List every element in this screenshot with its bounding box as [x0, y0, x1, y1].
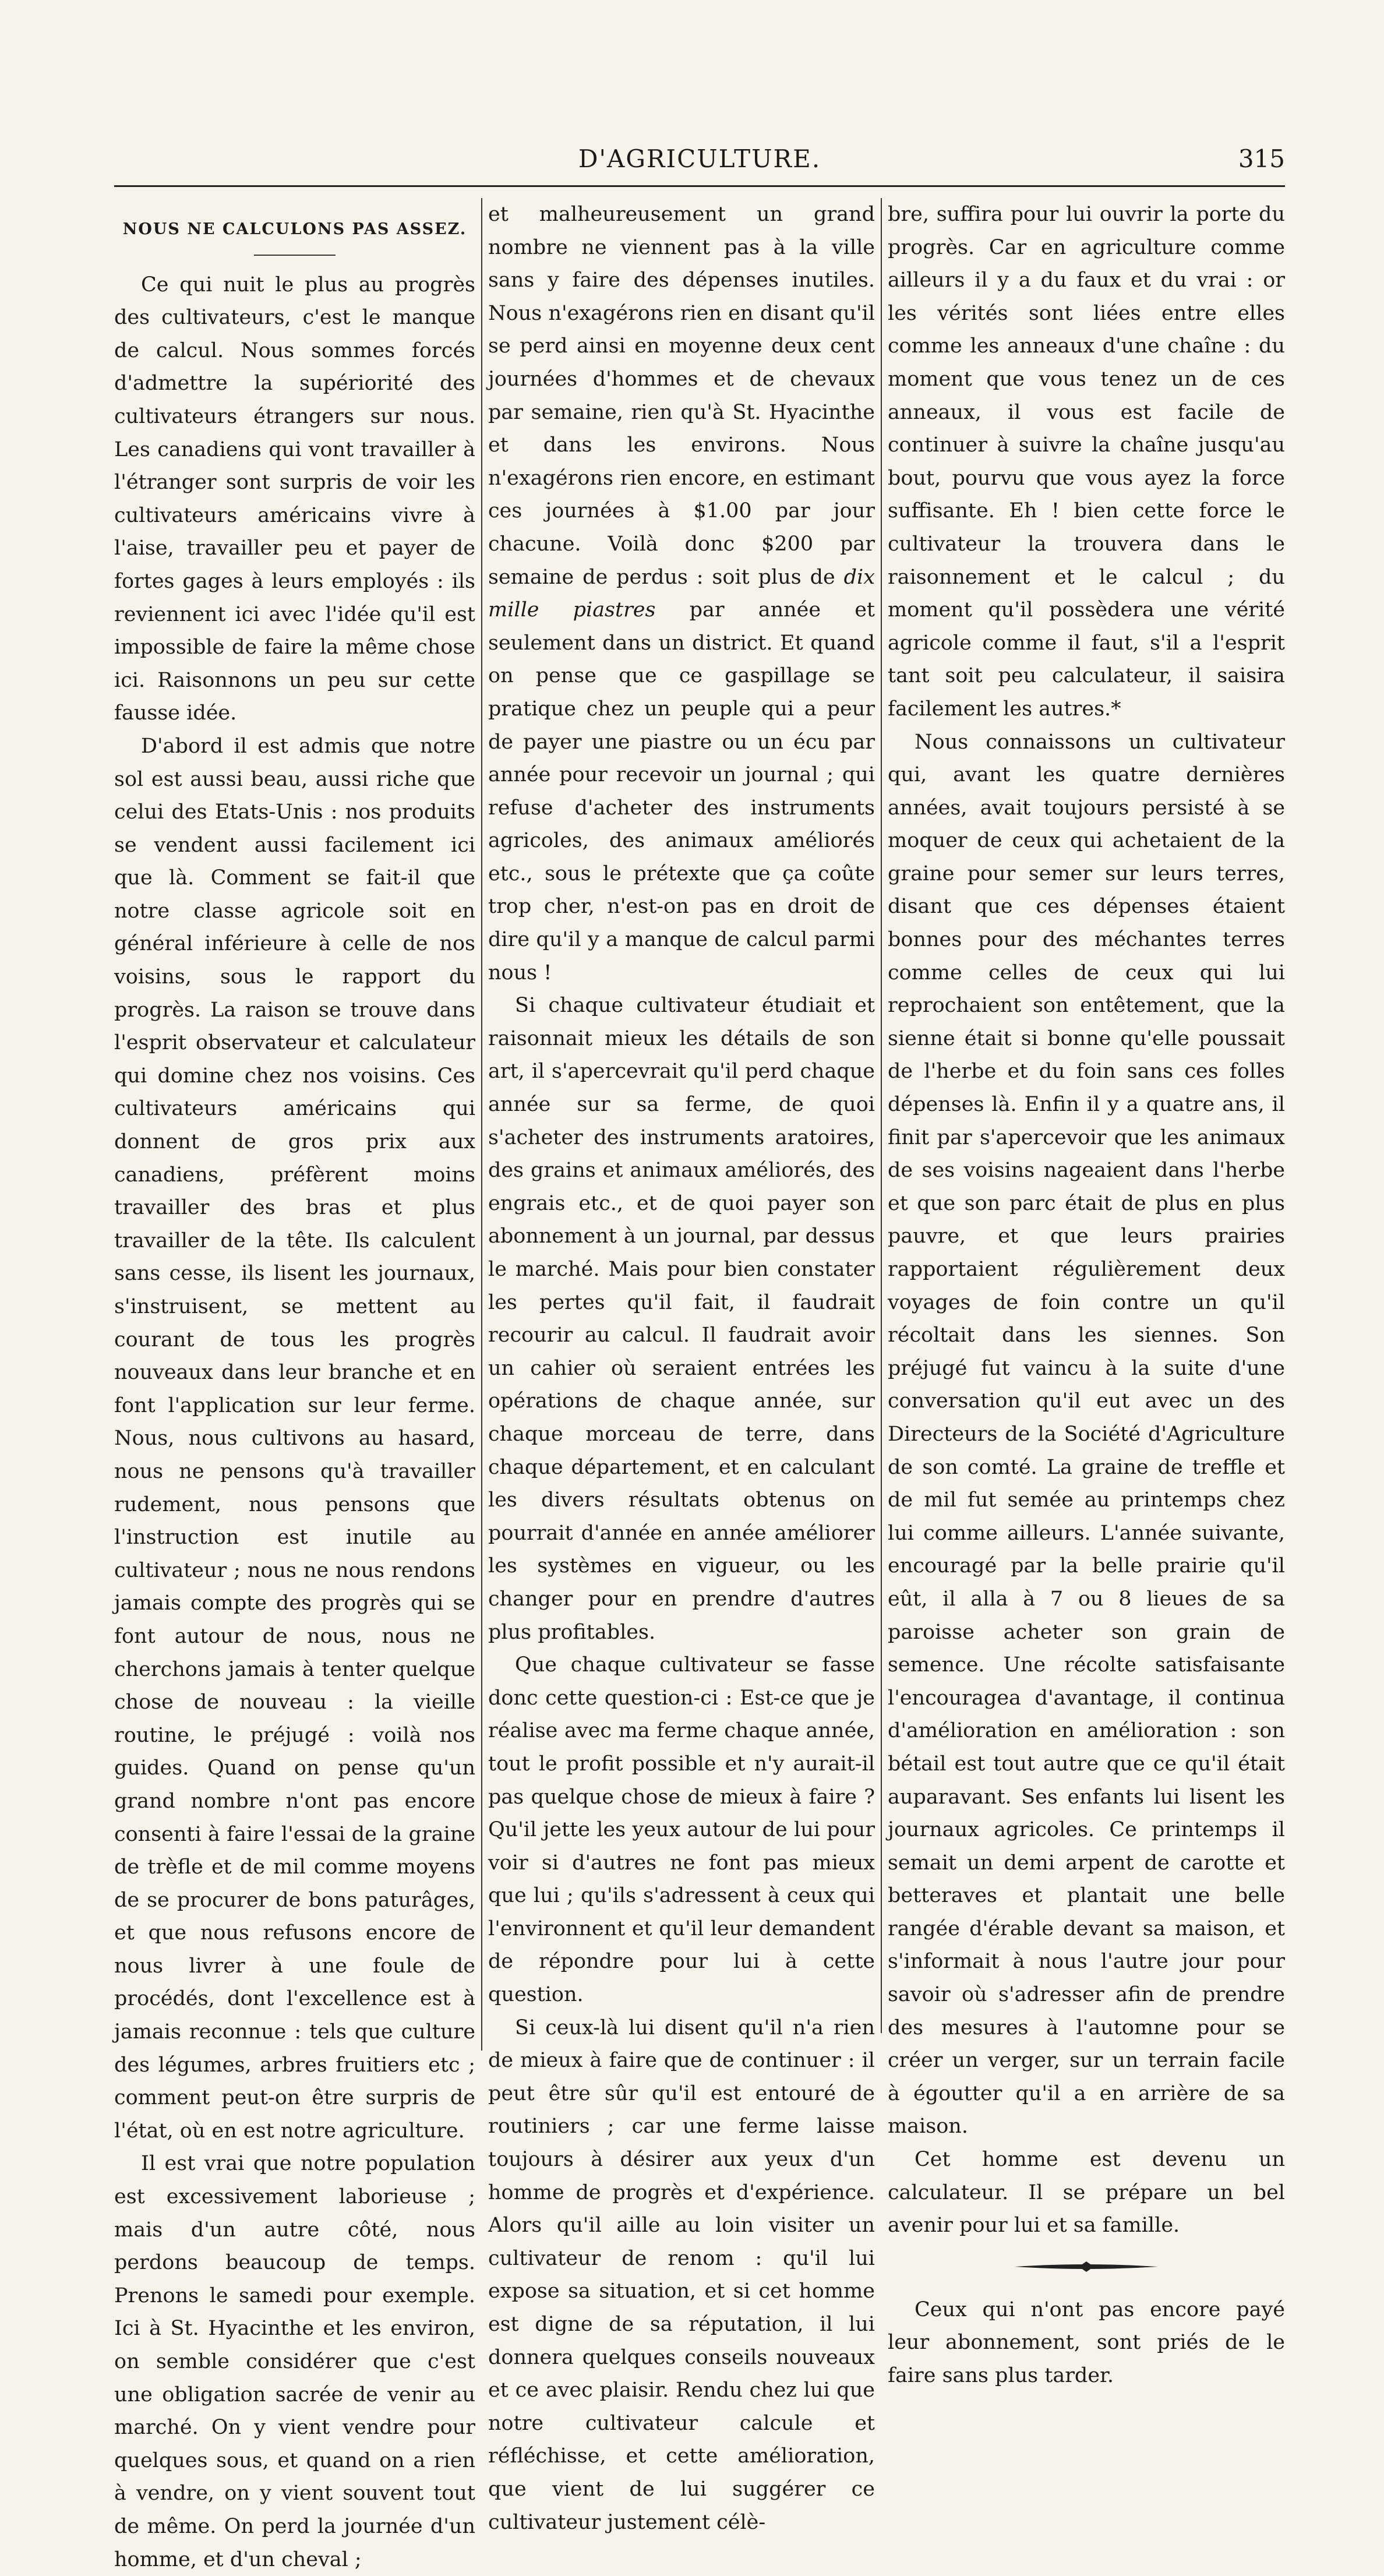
- paragraph: Que chaque cultivateur se fasse donc cette question-ci : Est-ce que je réalise avec ma ferme chaque année, tout le profit possible et n'y aurait-il pas quelque chose de mieux à faire ? Qu'il jette les yeux autour de lui pour voir si d'autres ne font pas mieux que lui ; qu'ils s'adressent à ceux qui l'environnent et qu'il leur demandent de répondre pour lui à cette question.: [488, 1653, 875, 2007]
- paragraph: Nous connaissons un cultivateur qui, avant les quatre dernières années, avait toujours persisté à se moquer de ceux qui achetaient de la graine pour semer sur leurs terres, disant que ces dépenses étaient bonnes pour des méchantes terres comme celles de ceux qui lui reprochaient son entêtement, que la sienne était si bonne qu'elle poussait de l'herbe et du foin sans ces folles dépenses là. Enfin il y a quatre ans, il finit par s'apercevoir que les animaux de ses voisins nageaient dans l'herbe et que son parc était de plus en plus pauvre, et que leurs prairies rapportaient régulièrement deux voyages de foin contre un qu'il récoltait dans les siennes. Son préjugé fut vaincu à la suite d'une conversation qu'il eut avec un des Directeurs de la Société d'Agriculture de son comté. La graine de treffle et de mil fut semée au printemps chez lui comme ailleurs. L'année suivante, encouragé par la belle prairie qu'il eût, il alla à 7 ou 8 lieues de sa paroisse acheter son grain de semence. Une récolte satisfaisante l'encouragea d'avantage, il continua d'amélioration en amélioration : son bétail est tout autre que ce qu'il était auparavant. Ses enfants lui lisent les journaux agricoles. Ce printemps il semait un demi arpent de carotte et betteraves et plantait une belle rangée d'érable devant sa maison, et s'informait à nous l'autre jour pour savoir où s'adresser afin de prendre des mesures à l'automne pour se créer un verger, sur un terrain facile à égoutter qu'il a en arrière de sa maison.: [888, 730, 1285, 2139]
- paragraph: Si ceux-là lui disent qu'il n'a rien de mieux à faire que de continuer : il peut être sûr qu'il est entouré de routiniers ; car une ferme laisse toujours à désirer aux yeux d'un homme de progrès et d'expérience. Alors qu'il aille au loin visiter un cultivateur de renom : qu'il lui expose sa situation, et si cet homme est digne de sa réputation, il lui donnera quelques conseils nouveaux et ce avec plaisir. Rendu chez lui que notre cultivateur calcule et réfléchisse, et cette amélioration, que vient de lui suggérer ce cultivateur justement célè-: [488, 2016, 875, 2534]
- paragraph: Il est vrai que notre population est excessivement laborieuse ; mais d'un autre côté, nous perdons beaucoup de temps. Prenons le samedi pour exemple. Ici à St. Hyacinthe et les environ, on semble considérer que c'est une obligation sacrée de venir au marché. On y vient vendre pour quelques sous, et quand on a rien à vendre, on y vient souvent tout de même. On perd la journée d'un homme, et d'un cheval ;: [114, 2152, 475, 2571]
- header-rule: [114, 185, 1285, 187]
- running-head: [114, 144, 1285, 179]
- column-rule-2: [881, 198, 882, 2033]
- column-rule-1: [481, 198, 482, 2051]
- paragraph: bre, suffira pour lui ouvrir la porte du progrès. Car en agriculture comme ailleurs il y a du faux et du vrai : or les vérités sont liées entre elles comme les anneaux d'une chaîne : du moment que vous tenez un de ces anneaux, il vous est facile de continuer à suivre la chaîne jusqu'au bout, pourvu que vous ayez la force suffisante. Eh ! bien cette force le cultivateur la trouvera dans le raisonnement et le calcul ; du moment qu'il possèdera une vérité agricole comme il faut, s'il a l'esprit tant soit peu calculateur, il saisira facilement les autres.*: [888, 203, 1285, 721]
- paragraph: Si chaque cultivateur étudiait et raisonnait mieux les détails de son art, il s'apercevrait qu'il perd chaque année sur sa ferme, de quoi s'acheter des instruments aratoires, des grains et animaux améliorés, des engrais etc., et de quoi payer son abonnement à un journal, par dessus le marché. Mais pour bien constater les pertes qu'il fait, il faudrait recourir au calcul. Il faudrait avoir un cahier où seraient entrées les opérations de chaque année, sur chaque morceau de terre, dans chaque département, et en calculant les divers résultats obtenus on pourrait d'année en année améliorer les systèmes en vigueur, ou les changer pour en prendre d'autres plus profitables.: [488, 994, 875, 1644]
- italic-phrase: dix mille piastres: [488, 565, 875, 622]
- paragraph: [488, 198, 875, 989]
- column-2: [488, 198, 875, 2534]
- article-title: NOUS NE CALCULONS PAS ASSEZ.: [122, 220, 467, 238]
- ornament-rule-icon: [1014, 2260, 1159, 2274]
- paragraph: D'abord il est admis que notre sol est aussi beau, aussi riche que celui des Etats-Unis : nos produits se vendent aussi facilement ici que là. Comment se fait-il que notre classe agricole soit en général inférieure à celle de nos voisins, sous le rapport du progrès. La raison se trouve dans l'esprit observateur et calculateur qui domine chez nos voisins. Ces cultivateurs américains qui donnent de gros prix aux canadiens, préfèrent moins travailler des bras et plus travailler de la tête. Ils calculent sans cesse, ils lisent les journaux, s'instruisent, se mettent au courant de tous les progrès nouveaux dans leur branche et en font l'application sur leur ferme. Nous, nous cultivons au hasard, nous ne pensons qu'à travailler rudement, nous pensons que l'instruction est inutile au cultivateur ; nous ne nous rendons jamais compte des progrès qui se font autour de nous, nous ne cherchons jamais à tenter quelque chose de nouveau : la vieille routine, le préjugé : voilà nos guides. Quand on pense qu'un grand nombre n'ont pas encore consenti à faire l'essai de la graine de trèfle et de mil comme moyens de se procurer de bons paturâges, et que nous refusons encore de nous livrer à une foule de procédés, dont l'excellence est à jamais reconnue : tels que culture des légumes, arbres fruitiers etc ; comment peut-on être surpris de l'état, où en est notre agriculture.: [114, 734, 475, 2143]
- paragraph-text: et malheureusement un grand nombre ne viennent pas à la ville sans y faire des dépenses inutiles. Nous n'exagérons rien en disant qu'il se perd ainsi en moyenne deux cent journées d'hommes et de chevaux par semaine, rien qu'à St. Hyacinthe et dans les environs. Nous n'exagérons rien encore, en estimant ces journées à $1.00 par jour chacune. Voilà donc $200 par semaine de perdus : soit plus de: [488, 203, 875, 589]
- paragraph: Cet homme est devenu un calculateur. Il se prépare un bel avenir pour lui et sa famille.: [888, 2148, 1285, 2238]
- subscription-notice: Ceux qui n'ont pas encore payé leur abonnement, sont priés de le faire sans plus tarder.: [888, 2298, 1285, 2387]
- paragraph: Ce qui nuit le plus au progrès des cultivateurs, c'est le manque de calcul. Nous sommes forcés d'admettre la supériorité des cultivateurs étrangers sur nous. Les canadiens qui vont travailler à l'étranger sont surpris de voir les cultivateurs américains vivre à l'aise, travailler peu et payer de fortes gages à leurs employés : ils reviennent ici avec l'idée qu'il est impossible de faire la même chose ici. Raisonnons un peu sur cette fausse idée.: [114, 273, 475, 725]
- paragraph-text: par année et seulement dans un district. Et quand on pense que ce gaspillage se pratique chez un peuple qui a peur de payer une piastre ou un écu par année pour recevoir un journal ; qui refuse d'acheter des instruments agricoles, des animaux améliorés etc., sous le prétexte que ça coûte trop cher, n'est-on pas en droit de dire qu'il y a manque de calcul parmi nous !: [488, 598, 875, 984]
- page-number: 315: [1238, 144, 1285, 173]
- title-rule: [254, 255, 336, 256]
- column-1: [114, 198, 475, 2571]
- running-title: D'AGRICULTURE.: [578, 144, 821, 173]
- column-3: [888, 198, 1285, 2387]
